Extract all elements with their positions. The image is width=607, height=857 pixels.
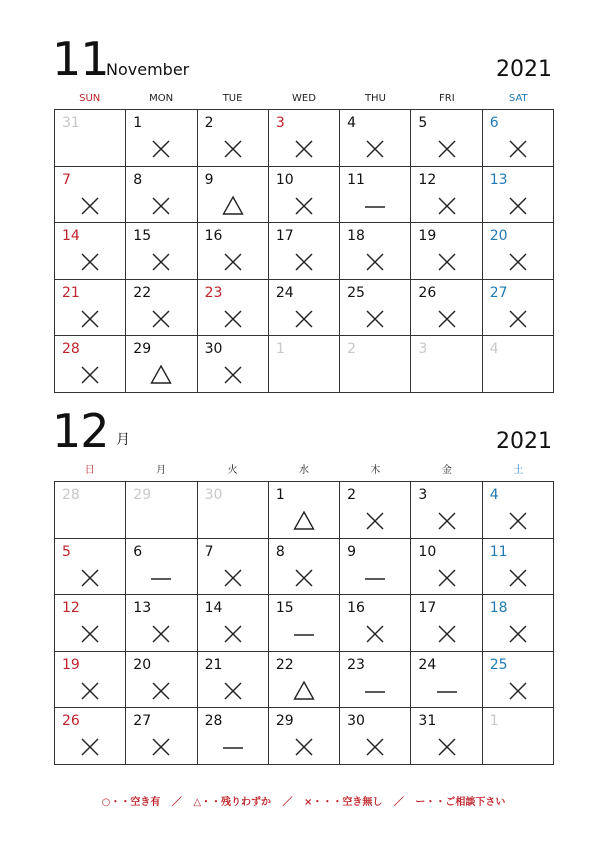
day-number: 29 (133, 487, 152, 503)
day-number: 25 (489, 656, 508, 673)
unavailable-x-icon (222, 623, 244, 645)
day-cell (411, 110, 482, 167)
day-cell (269, 595, 340, 652)
day-cell (55, 336, 126, 393)
day-cell (269, 482, 340, 539)
day-cell (198, 482, 269, 539)
day-number: 7 (204, 543, 214, 560)
day-number: 22 (275, 656, 294, 673)
unavailable-x-icon (436, 567, 458, 589)
november-day-grid (54, 109, 554, 393)
weekday-sun: SUN (79, 93, 101, 104)
day-cell (55, 280, 126, 337)
day-number: 19 (62, 656, 80, 673)
unavailable-x-icon (79, 567, 101, 589)
day-cell (126, 336, 197, 393)
day-cell (269, 167, 340, 224)
day-cell (55, 167, 126, 224)
day-number: 17 (275, 228, 294, 244)
november-calendar (54, 32, 554, 393)
day-number: 25 (347, 284, 365, 301)
day-number: 18 (347, 228, 365, 244)
unavailable-x-icon (222, 680, 244, 702)
unavailable-x-icon (436, 510, 458, 532)
weekday-mon: MON (149, 93, 174, 104)
unavailable-x-icon (150, 251, 172, 273)
day-cell (55, 708, 126, 765)
day-cell (340, 336, 411, 393)
day-number: 21 (62, 284, 80, 301)
day-number: 20 (133, 656, 152, 673)
unavailable-x-icon (150, 736, 172, 758)
day-number: 17 (418, 600, 437, 616)
november-month-name: November (106, 60, 190, 79)
day-cell (483, 167, 554, 224)
day-number: 24 (418, 656, 437, 673)
unavailable-x-icon (79, 623, 101, 645)
day-number: 11 (347, 171, 365, 188)
day-number: 10 (275, 171, 294, 188)
day-cell (269, 539, 340, 596)
day-cell (483, 223, 554, 280)
day-cell (126, 708, 197, 765)
day-number: 29 (133, 341, 152, 357)
day-number: 12 (418, 171, 437, 188)
day-cell (198, 110, 269, 167)
day-cell (483, 280, 554, 337)
unavailable-x-icon (507, 251, 529, 273)
few-left-triangle-icon (293, 680, 315, 702)
day-number: 27 (133, 713, 152, 729)
day-cell (55, 482, 126, 539)
day-number: 30 (204, 487, 223, 503)
day-number: 26 (62, 713, 80, 729)
day-number: 8 (275, 543, 285, 560)
day-number: 9 (204, 171, 214, 188)
day-number: 2 (347, 341, 357, 357)
unavailable-x-icon (507, 567, 529, 589)
consult-dash-icon (364, 567, 386, 589)
december-weekday-row (54, 464, 554, 481)
day-cell (340, 280, 411, 337)
day-cell (269, 223, 340, 280)
day-cell (483, 482, 554, 539)
day-number: 10 (418, 543, 437, 560)
day-cell (483, 708, 554, 765)
day-number: 16 (347, 600, 365, 616)
availability-legend (0, 796, 607, 810)
day-cell (483, 336, 554, 393)
weekday-sat: 土 (513, 465, 524, 476)
day-number: 19 (418, 228, 437, 244)
day-number: 14 (204, 600, 223, 616)
unavailable-x-icon (222, 567, 244, 589)
december-header (54, 404, 554, 464)
day-cell (126, 539, 197, 596)
day-cell (411, 280, 482, 337)
few-left-triangle-icon (150, 364, 172, 386)
consult-dash-icon (436, 680, 458, 702)
day-cell (340, 708, 411, 765)
unavailable-x-icon (507, 195, 529, 217)
day-number: 28 (62, 487, 80, 503)
weekday-mon: 月 (156, 465, 167, 476)
day-cell (126, 482, 197, 539)
weekday-thu: THU (364, 93, 386, 104)
weekday-sun: 日 (84, 465, 95, 476)
unavailable-x-icon (293, 195, 315, 217)
unavailable-x-icon (222, 138, 244, 160)
day-number: 15 (133, 228, 152, 244)
few-left-triangle-icon (222, 195, 244, 217)
day-cell (483, 539, 554, 596)
day-number: 11 (489, 543, 508, 560)
unavailable-x-icon (222, 251, 244, 273)
unavailable-x-icon (79, 736, 101, 758)
day-number: 6 (489, 115, 499, 131)
legend-consult: ー・・ご相談下さい (415, 797, 506, 808)
unavailable-x-icon (293, 308, 315, 330)
legend-available: ○・・空き有 (101, 797, 161, 808)
day-cell (340, 110, 411, 167)
unavailable-x-icon (293, 251, 315, 273)
unavailable-x-icon (507, 680, 529, 702)
legend-full: ×・・・空き無し (304, 797, 383, 808)
unavailable-x-icon (364, 251, 386, 273)
day-number: 3 (418, 487, 428, 503)
day-number: 26 (418, 284, 437, 301)
day-number: 2 (204, 115, 214, 131)
day-number: 13 (133, 600, 152, 616)
unavailable-x-icon (222, 308, 244, 330)
legend-separator: ／ (171, 797, 182, 808)
november-weekday-row (54, 92, 554, 109)
day-number: 30 (347, 713, 365, 729)
day-cell (340, 539, 411, 596)
day-number: 9 (347, 543, 357, 560)
unavailable-x-icon (150, 195, 172, 217)
day-cell (198, 595, 269, 652)
day-cell (198, 280, 269, 337)
day-cell (126, 652, 197, 709)
day-cell (411, 652, 482, 709)
weekday-wed: 水 (298, 465, 309, 476)
day-cell (198, 708, 269, 765)
day-number: 21 (204, 656, 223, 673)
weekday-fri: FRI (439, 93, 455, 104)
unavailable-x-icon (79, 364, 101, 386)
unavailable-x-icon (364, 510, 386, 532)
day-cell (269, 110, 340, 167)
consult-dash-icon (222, 736, 244, 758)
day-number: 23 (204, 284, 223, 301)
day-cell (411, 336, 482, 393)
consult-dash-icon (150, 567, 172, 589)
day-number: 27 (489, 284, 508, 301)
unavailable-x-icon (79, 680, 101, 702)
day-number: 7 (62, 171, 71, 188)
weekday-thu: 木 (370, 465, 381, 476)
day-number: 31 (418, 713, 437, 729)
few-left-triangle-icon (293, 510, 315, 532)
unavailable-x-icon (436, 195, 458, 217)
unavailable-x-icon (507, 510, 529, 532)
day-number: 5 (418, 115, 428, 131)
consult-dash-icon (364, 680, 386, 702)
weekday-tue: TUE (222, 93, 243, 104)
unavailable-x-icon (364, 623, 386, 645)
legend-few-left: △・・残りわずか (193, 797, 272, 808)
day-cell (269, 652, 340, 709)
unavailable-x-icon (436, 138, 458, 160)
day-cell (55, 539, 126, 596)
unavailable-x-icon (507, 308, 529, 330)
unavailable-x-icon (79, 195, 101, 217)
day-number: 28 (62, 341, 80, 357)
unavailable-x-icon (79, 251, 101, 273)
unavailable-x-icon (293, 567, 315, 589)
day-number: 15 (275, 600, 294, 616)
december-day-grid (54, 481, 554, 765)
legend-separator: ／ (393, 797, 404, 808)
day-cell (411, 539, 482, 596)
day-cell (411, 595, 482, 652)
unavailable-x-icon (436, 251, 458, 273)
november-header (54, 32, 554, 92)
unavailable-x-icon (150, 138, 172, 160)
day-cell (55, 110, 126, 167)
unavailable-x-icon (436, 308, 458, 330)
day-cell (483, 652, 554, 709)
day-number: 29 (275, 713, 294, 729)
unavailable-x-icon (150, 623, 172, 645)
weekday-fri: 金 (441, 465, 452, 476)
december-month-name: 月 (116, 432, 130, 448)
day-number: 5 (62, 543, 71, 560)
unavailable-x-icon (507, 623, 529, 645)
day-cell (411, 708, 482, 765)
unavailable-x-icon (364, 736, 386, 758)
december-year: 2021 (496, 429, 552, 454)
unavailable-x-icon (364, 308, 386, 330)
november-month-number: 11 (52, 32, 109, 86)
november-year: 2021 (496, 57, 552, 82)
day-number: 8 (133, 171, 143, 188)
unavailable-x-icon (364, 138, 386, 160)
day-cell (126, 223, 197, 280)
day-number: 30 (204, 341, 223, 357)
day-number: 24 (275, 284, 294, 301)
weekday-sat: SAT (508, 93, 528, 104)
december-calendar (54, 404, 554, 765)
day-number: 1 (275, 341, 285, 357)
day-cell (411, 167, 482, 224)
day-cell (55, 652, 126, 709)
day-cell (126, 595, 197, 652)
day-number: 3 (275, 115, 285, 131)
day-cell (198, 652, 269, 709)
day-cell (269, 336, 340, 393)
december-month-number: 12 (52, 404, 109, 458)
day-cell (483, 110, 554, 167)
day-number: 4 (347, 115, 357, 131)
consult-dash-icon (293, 623, 315, 645)
day-cell (411, 223, 482, 280)
day-number: 20 (489, 228, 508, 244)
day-number: 18 (489, 600, 508, 616)
day-cell (126, 280, 197, 337)
day-cell (483, 595, 554, 652)
day-cell (198, 167, 269, 224)
day-number: 1 (133, 115, 143, 131)
weekday-tue: 火 (227, 465, 238, 476)
day-cell (126, 110, 197, 167)
day-cell (198, 223, 269, 280)
day-number: 4 (489, 487, 499, 503)
day-cell (269, 280, 340, 337)
day-cell (55, 595, 126, 652)
day-number: 14 (62, 228, 80, 244)
day-number: 6 (133, 543, 143, 560)
day-number: 28 (204, 713, 223, 729)
day-cell (340, 482, 411, 539)
day-cell (55, 223, 126, 280)
day-cell (269, 708, 340, 765)
day-number: 4 (489, 341, 499, 357)
unavailable-x-icon (436, 623, 458, 645)
day-number: 16 (204, 228, 223, 244)
day-number: 13 (489, 171, 508, 188)
day-cell (411, 482, 482, 539)
day-cell (340, 652, 411, 709)
day-cell (340, 595, 411, 652)
day-cell (126, 167, 197, 224)
day-cell (340, 223, 411, 280)
day-cell (198, 336, 269, 393)
unavailable-x-icon (436, 736, 458, 758)
unavailable-x-icon (150, 680, 172, 702)
unavailable-x-icon (507, 138, 529, 160)
day-number: 3 (418, 341, 428, 357)
day-number: 22 (133, 284, 152, 301)
weekday-wed: WED (292, 93, 316, 104)
legend-separator: ／ (282, 797, 293, 808)
day-number: 23 (347, 656, 365, 673)
unavailable-x-icon (150, 308, 172, 330)
unavailable-x-icon (222, 364, 244, 386)
unavailable-x-icon (293, 736, 315, 758)
unavailable-x-icon (79, 308, 101, 330)
day-number: 12 (62, 600, 80, 616)
day-number: 1 (275, 487, 285, 503)
day-number: 31 (62, 115, 80, 131)
consult-dash-icon (364, 195, 386, 217)
day-cell (198, 539, 269, 596)
day-cell (340, 167, 411, 224)
day-number: 2 (347, 487, 357, 503)
day-number: 1 (489, 713, 499, 729)
unavailable-x-icon (293, 138, 315, 160)
